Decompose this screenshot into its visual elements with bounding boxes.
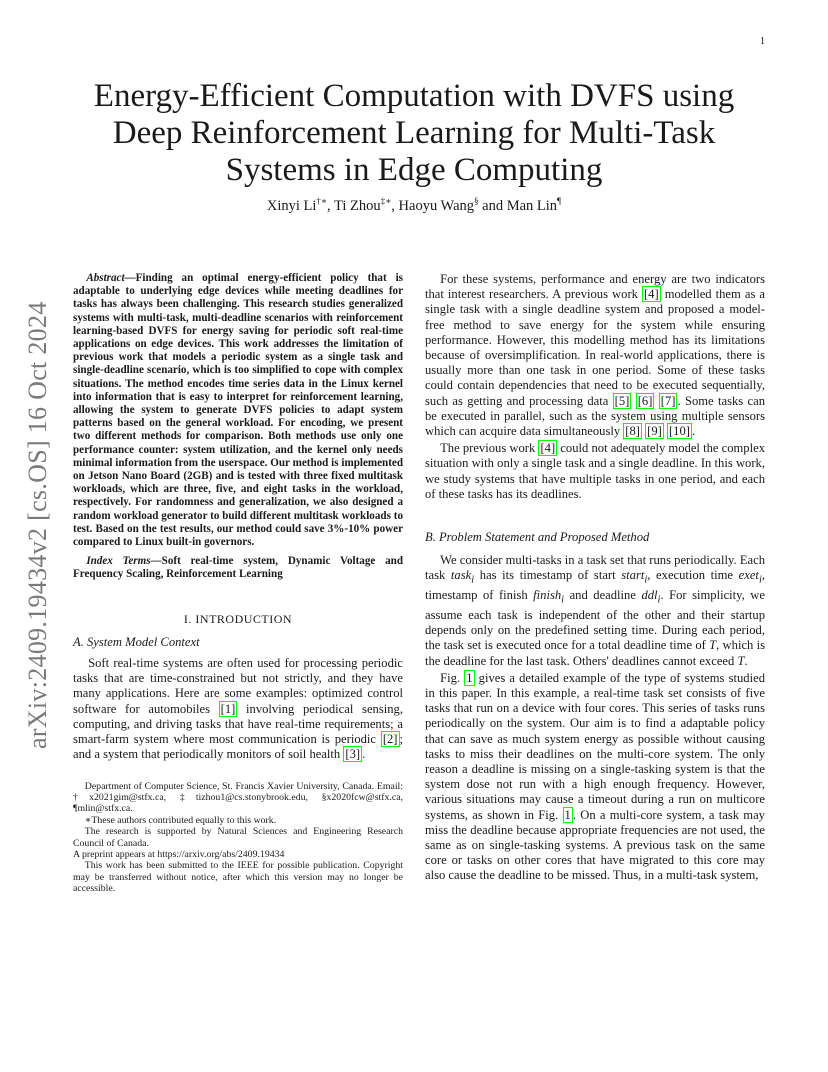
title-line: Energy-Efficient Computation with DVFS using — [93, 78, 735, 114]
left-column — [73, 272, 403, 895]
text-run: . — [691, 424, 696, 439]
math-var — [641, 588, 661, 606]
math-text: task — [450, 568, 472, 583]
math-var — [621, 568, 648, 586]
footnote-ieee: This work has been submitted to the IEEE for possible publication. Copyright may be transferred without notice, after which this version may no longer be accessible. — [73, 860, 403, 895]
abstract-lead: Abstract — [86, 272, 125, 284]
section-heading: I. INTRODUCTION — [183, 611, 293, 626]
citation-link[interactable]: [6] — [637, 393, 653, 408]
body-paragraph — [73, 656, 403, 762]
text-run: involving periodical sensing, computing, and driving tasks that have real-time requirements; a smart-farm system where most communication is periodic — [73, 701, 403, 747]
author-separator: , — [391, 198, 399, 214]
citation-link[interactable]: [10] — [668, 424, 690, 439]
author-mark: § — [474, 196, 479, 207]
math-var — [450, 568, 475, 586]
index-terms-text: —Soft real-time system, Dynamic Voltage and Frequency Scaling, Reinforcement Learning — [73, 555, 403, 581]
body-paragraph — [425, 272, 765, 439]
citation-link[interactable]: [9] — [647, 424, 662, 439]
index-terms-lead: Index Terms — [86, 555, 151, 568]
math-var: T — [709, 638, 717, 653]
page-number: 1 — [760, 36, 765, 47]
footnotes — [73, 781, 403, 895]
subsection-heading: A. System Model Context — [73, 634, 200, 649]
title-line: Deep Reinforcement Learning for Multi-Task — [112, 115, 716, 151]
citation-link[interactable]: [4] — [643, 287, 659, 302]
citation-link[interactable]: [3] — [345, 747, 361, 762]
math-subscript: i — [657, 594, 661, 606]
subsection-heading: B. Problem Statement and Proposed Method — [425, 530, 650, 545]
math-var: T — [737, 653, 745, 668]
text-run: , which is the deadline for the last task. Others' deadlines cannot exceed — [425, 638, 766, 668]
text-run: could not adequately model the complex situation with only a single task and a single deadline. In this work, we study systems that have multiple tasks in one period, and each of these tasks has its deadlines. — [425, 441, 765, 501]
text-run: For these systems, performance and energy are two indicators that interest researchers. A previous work — [425, 272, 765, 302]
author-name: Haoyu Wang — [398, 198, 475, 214]
text-run: ; and a system that periodically monitors of soil health — [73, 732, 403, 762]
author-separator: and — [478, 198, 507, 214]
citation-link[interactable]: [5] — [614, 393, 630, 408]
abstract-text: —Finding an optimal energy-efficient policy that is adaptable to underlying edge devices while meeting deadlines for tasks has always been challenging. This research studies generalized systems with multi-task, multi-deadline scenarios with reinforcement learning-based DVFS for energy saving for periodic soft real-time applications on edge devices. This work addresses the limitation of previous work that models a periodic system as a single task and single-deadline scenario, which is too simplified to cope with complex situations. The method encodes time series data in the Linux kernel into information that is easy to interpret for reinforcement learning, allowing the system to generate DVFS policies to adapt system patterns based on the general workload. For encoding, we present two different methods for comparison. Both methods use only one performance counter: system utilization, and the kernel only needs minimal information from the userspace. Our method is implemented on Jetson Nano Board (2GB) and is tested with three fixed multitask workloads, which are three, five, and eight tasks in the workload, respectively. For randomness and generalization, we also designed a random workload generator to build different multitask workloads to test. Based on the test results, our method could save 3%-10% power compared to Linux built-in governors. — [73, 272, 403, 549]
math-subscript: i — [561, 594, 565, 606]
text-run: . Some tasks can be executed in parallel, such as the system using multiple sensors which can acquire data simultaneously — [425, 393, 765, 439]
math-text: exet — [738, 568, 759, 583]
paper-title — [70, 78, 758, 189]
body-paragraph — [425, 553, 765, 668]
footnote-equal-contribution: ∗These authors contributed equally to this work. — [84, 814, 277, 826]
footnote-affiliation: Department of Computer Science, St. Francis Xavier University, Canada. Email: †x2021gim@stfx.ca, ‡tizhou1@cs.stonybrook.edu, §x2020fcw@stfx.ca, ¶mlin@stfx.ca. — [73, 780, 403, 815]
text-run: Fig. — [440, 670, 465, 685]
text-run: , timestamp of finish — [425, 568, 766, 603]
math-var — [533, 588, 565, 606]
text-run: Soft real-time systems are often used for processing periodic tasks that are time-constrained but not strictly, and they have many applications. Here are some examples: optimized control software for automobiles — [73, 656, 403, 716]
math-subscript: i — [758, 574, 762, 586]
text-run: gives a detailed example of the type of systems studied in this paper. In this example, a real-time task set consists of five tasks that run on a device with four cores. This series of tasks runs periodically on the system. Our aim is to find a adaptable policy that can save as much system energy as possible without causing tasks to miss their deadlines on the multi-core system. The only reason a deadline is missing on a single-tasking system is that the system dose not run with a high enough frequency. However, various situations may cause a timeout during a run on multicore systems, as shown in Fig. — [425, 670, 765, 822]
author-mark: †∗ — [316, 196, 328, 207]
text-run: . On a multi-core system, a task may miss the deadline because appropriate frequencies are not used, the same as on single-tasking systems. A previous task on the same core or tasks on other cores that have migrated to this core may also cause the deadline to be missed. Thus, in a multi-task system, — [425, 807, 765, 883]
text-run: modelled them as a single task with a single deadline system and proposed a model-free method to save energy for the system while ensuring performance. However, this modelling method has its limitations because of oversimplification. In real-world applications, there is usually more than one task in one period. Some of these tasks could contain dependencies that need to be executed sequentially, such as getting and processing data — [425, 287, 765, 408]
body-paragraph — [425, 671, 765, 884]
citation-link[interactable]: [8] — [625, 424, 640, 439]
text-run: and deadline — [564, 588, 642, 603]
author-name: Ti Zhou — [334, 198, 381, 214]
text-run: . — [744, 653, 748, 668]
math-var — [738, 568, 762, 586]
abstract — [73, 272, 403, 549]
arxiv-side-stamp: arXiv:2409.19434v2 [cs.OS] 16 Oct 2024 — [23, 301, 52, 749]
footnote-support: The research is supported by Natural Sciences and Engineering Research Council of Canada. — [73, 826, 403, 849]
author-mark: ¶ — [557, 196, 562, 207]
math-text: ddl — [641, 588, 658, 603]
title-line: Systems in Edge Computing — [225, 152, 603, 188]
math-text: start — [621, 568, 645, 583]
author-list — [70, 198, 758, 215]
author-name: Xinyi Li — [266, 198, 317, 214]
figure-link[interactable]: 1 — [466, 670, 473, 685]
right-column — [425, 272, 765, 884]
citation-link[interactable]: [1] — [220, 701, 236, 716]
body-paragraph — [425, 441, 765, 502]
text-run: has its timestamp of start — [474, 568, 622, 583]
math-subscript: i — [644, 574, 648, 586]
author-name: Man Lin — [506, 198, 558, 214]
footnote-preprint: A preprint appears at https://arxiv.org/abs/2409.19434 — [73, 848, 285, 860]
citation-link[interactable]: [7] — [660, 393, 676, 408]
author-separator: , — [327, 198, 335, 214]
text-run: . — [362, 747, 366, 762]
text-run: The previous work — [440, 441, 539, 456]
citation-link[interactable]: [2] — [382, 732, 398, 747]
text-run: We consider multi-tasks in a task set that runs periodically. Each task — [425, 553, 765, 583]
math-text: finish — [533, 588, 562, 603]
figure-link[interactable]: 1 — [564, 807, 571, 822]
author-mark: ‡∗ — [380, 196, 392, 207]
index-terms — [73, 555, 403, 581]
math-subscript: i — [471, 574, 475, 586]
text-run: . For simplicity, we assume each task is independent of the other and their startup depends only on the predefined setting time. During each period, the task set is executed once for a total deadline time of — [425, 588, 765, 653]
text-run: , execution time — [647, 568, 739, 583]
citation-link[interactable]: [4] — [540, 441, 556, 456]
